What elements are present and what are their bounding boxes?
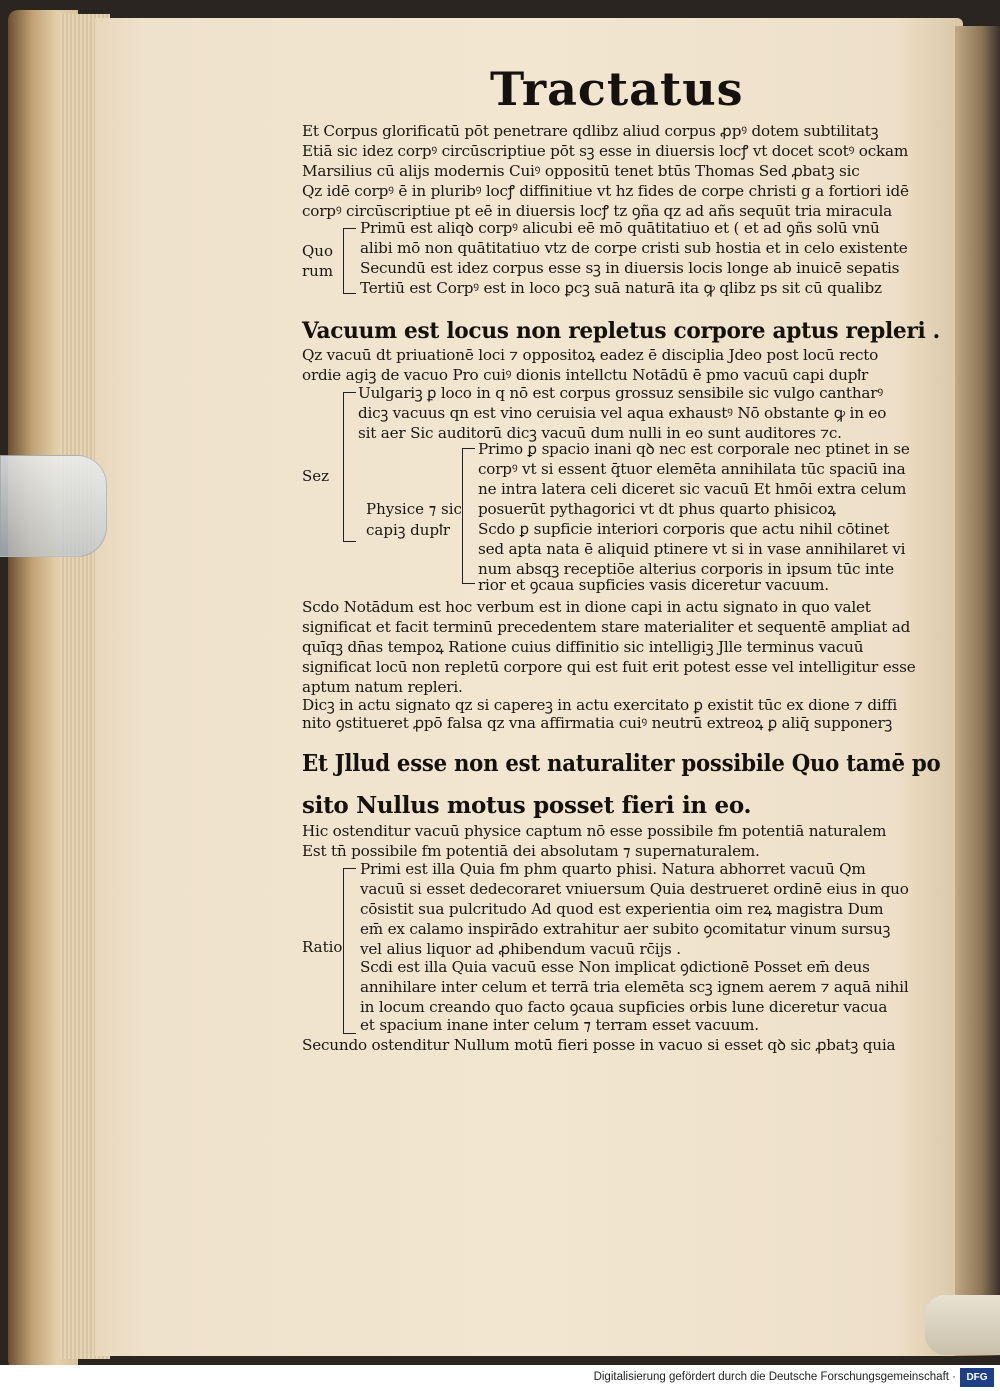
text-line: Et Corpus glorificatū pōt penetrare qdlibz aliud corpus ꝓpꝰ dotem subtilitatꝫ [302, 122, 879, 140]
text-line: Scdi est illa Quia vacuū esse Non implicat ꝯdictionē Posset em̄ deus [360, 958, 870, 976]
text-line: em̄ ex calamo inspirādo extrahitur aer subito ꝯcomitatur vinum sursuꝫ [360, 920, 891, 938]
section-heading: Et Jllud esse non est naturaliter possibile Quo tamē po [302, 750, 941, 777]
text-line: Qz idē corpꝰ ē in pluribꝰ locꝭ diffinitiue vt hz fides de corpe christi g a fortiori idē [302, 182, 909, 200]
text-line: Secundo ostenditur Nullum motū fieri posse in vacuo si esset qꝺ sic ꝓbatꝫ quia [302, 1036, 896, 1054]
text-line: Hic ostenditur vacuū physice captum nō esse possibile fm potentiā naturalem [302, 822, 887, 840]
text-line: Primo ꝑ spacio inani qꝺ nec est corporale nec ptinet in se [478, 440, 910, 458]
brace-label: Ratio [302, 938, 343, 956]
text-line: alibi mō non quātitatiuo vtz de corpe cristi sub hostia et in celo existente [360, 239, 908, 257]
text-line: in locum creando quo facto ꝯcaua supficies orbis lune diceretur vacua [360, 998, 888, 1016]
text-line: et spacium inane inter celum ⁊ terram esset vacuum. [360, 1016, 759, 1034]
text-line: sed apta nata ē aliquid ptinere vt si in vase annihilaret vi [478, 540, 906, 558]
text-line: corpꝰ circūscriptiue pt eē in diuersis locꝭ tz ꝯña qz ad añs sequūt tria miracula [302, 202, 893, 220]
text-line: Dicꝫ in actu signato qz si capereꝫ in actu exercitato ꝑ existit tūc ex dione ⁊ diffi [302, 696, 898, 714]
page-title: Tractatus [490, 62, 744, 116]
brace-label: rum [302, 262, 334, 280]
footer-bar [0, 1365, 1000, 1391]
text-line: rior et ꝯcaua supficies vasis diceretur vacuum. [478, 576, 829, 594]
bracket [462, 448, 475, 584]
text-line: Secundū est idez corpus esse sꝫ in diuersis locis longe ab inuicē sepatis [360, 259, 900, 277]
section-heading: Vacuum est locus non repletus corpore aptus repleri . [302, 318, 940, 344]
page-clip [0, 455, 107, 557]
text-line: posuerūt pythagorici vt dt phus quarto phisicoꝝ [478, 500, 836, 518]
text-line: dicꝫ vacuus qn est vino ceruisia vel aqua exhaustꝰ Nō obstante ꝙ in eo [358, 404, 887, 422]
text-line: vacuū si esset dedecoraret vniuersum Quia destrueret ordinē eius in quo [360, 880, 909, 898]
bracket [343, 392, 356, 542]
text-line: Scdo ꝑ supficie interiori corporis que actu nihil cōtinet [478, 520, 890, 538]
text-line: num absqꝫ receptiōe alterius corporis in ipsum tūc inte [478, 560, 894, 578]
brace-sublabel: Physice ⁊ sic [366, 500, 462, 518]
dfg-logo: DFG [960, 1368, 994, 1387]
text-line: nito ꝯstitueret ꝓpō falsa qz vna affirmatia cuiꝰ neutrū extreoꝝ ꝑ aliq̄ supponerꝫ [302, 714, 893, 732]
text-line: Est tn̄ possibile fm potentiā dei absolutam ⁊ supernaturalem. [302, 842, 760, 860]
text-line: vel alius liquor ad ꝓhibendum vacuū rc̄ijs . [360, 940, 681, 958]
text-line: significat et facit terminū precedentem stare materialiter et sequentē ampliat ad [302, 618, 911, 636]
text-line: ne intra latera celi diceret sic vacuū Et hmōi extra celum [478, 480, 907, 498]
text-line: Tertiū est Corpꝰ est in loco ꝑcꝫ suā naturā ita ꝙ qlibz ps sit cū qualibz [360, 279, 882, 297]
text-line: aptum natum repleri. [302, 678, 463, 696]
text-line: Qz vacuū dt priuationē loci ⁊ oppositoꝝ eadez ē disciplia Jdeo post locū recto [302, 346, 879, 364]
text-line: Uulgariꝫ ꝑ loco in q nō est corpus grossuz sensibile sic vulgo cantharꝰ [358, 384, 883, 402]
text-line: Primi est illa Quia fm phm quarto phisi. Natura abhorret vacuū Qm [360, 860, 866, 878]
brace-label: Quo [302, 242, 333, 260]
text-line: Primū est aliqꝺ corpꝰ alicubi eē mō quātitatiuo et ( et ad ꝯñs solū vnū [360, 219, 880, 237]
book-gutter [955, 26, 1000, 1356]
bracket [343, 868, 356, 1034]
text-line: significat locū non repletū corpore qui est fuit erit potest esse vel intelligitur esse [302, 658, 916, 676]
text-line: Scdo Notādum est hoc verbum est in dione capi in actu signato in quo valet [302, 598, 871, 616]
text-line: quīqꝫ dn̄as tempoꝝ Ratione cuius diffinitio sic intelligiꝫ Jlle terminus vacuū [302, 638, 864, 656]
text-line: Etiā sic idez corpꝰ circūscriptiue pōt sꝫ esse in diuersis locꝭ vt docet scotꝰ ockam [302, 142, 909, 160]
text-line: ordie agiꝫ de vacuo Pro cuiꝰ dionis intellctu Notādū ē pmo vacuū capi dupꝉr [302, 366, 869, 384]
funding-notice: Digitalisierung gefördert durch die Deutsche Forschungsgemeinschaft · [593, 1371, 956, 1383]
text-line: annihilare inter celum et terrā tria elemēta scꝫ ignem aerem ⁊ aquā nihil [360, 978, 909, 996]
text-line: corpꝰ vt si essent q̄tuor elemēta annihilata tūc spaciū ina [478, 460, 906, 478]
brace-label: Sez [302, 467, 330, 485]
text-line: sit aer Sic auditorū dicꝫ vacuū dum nulli in eo sunt auditores ⁊c. [358, 424, 842, 442]
text-line: Marsilius cū alijs modernis Cuiꝰ oppositū tenet btūs Thomas Sed ꝓbatꝫ sic [302, 162, 860, 180]
section-heading: sito Nullus motus posset fieri in eo. [302, 792, 752, 819]
book-strap [925, 1295, 1000, 1355]
bracket [343, 228, 356, 294]
brace-sublabel: capiꝫ dupꝉr [366, 521, 451, 539]
text-line: cōsistit sua pulcritudo Ad quod est experientia oim reꝝ magistra Dum [360, 900, 884, 918]
